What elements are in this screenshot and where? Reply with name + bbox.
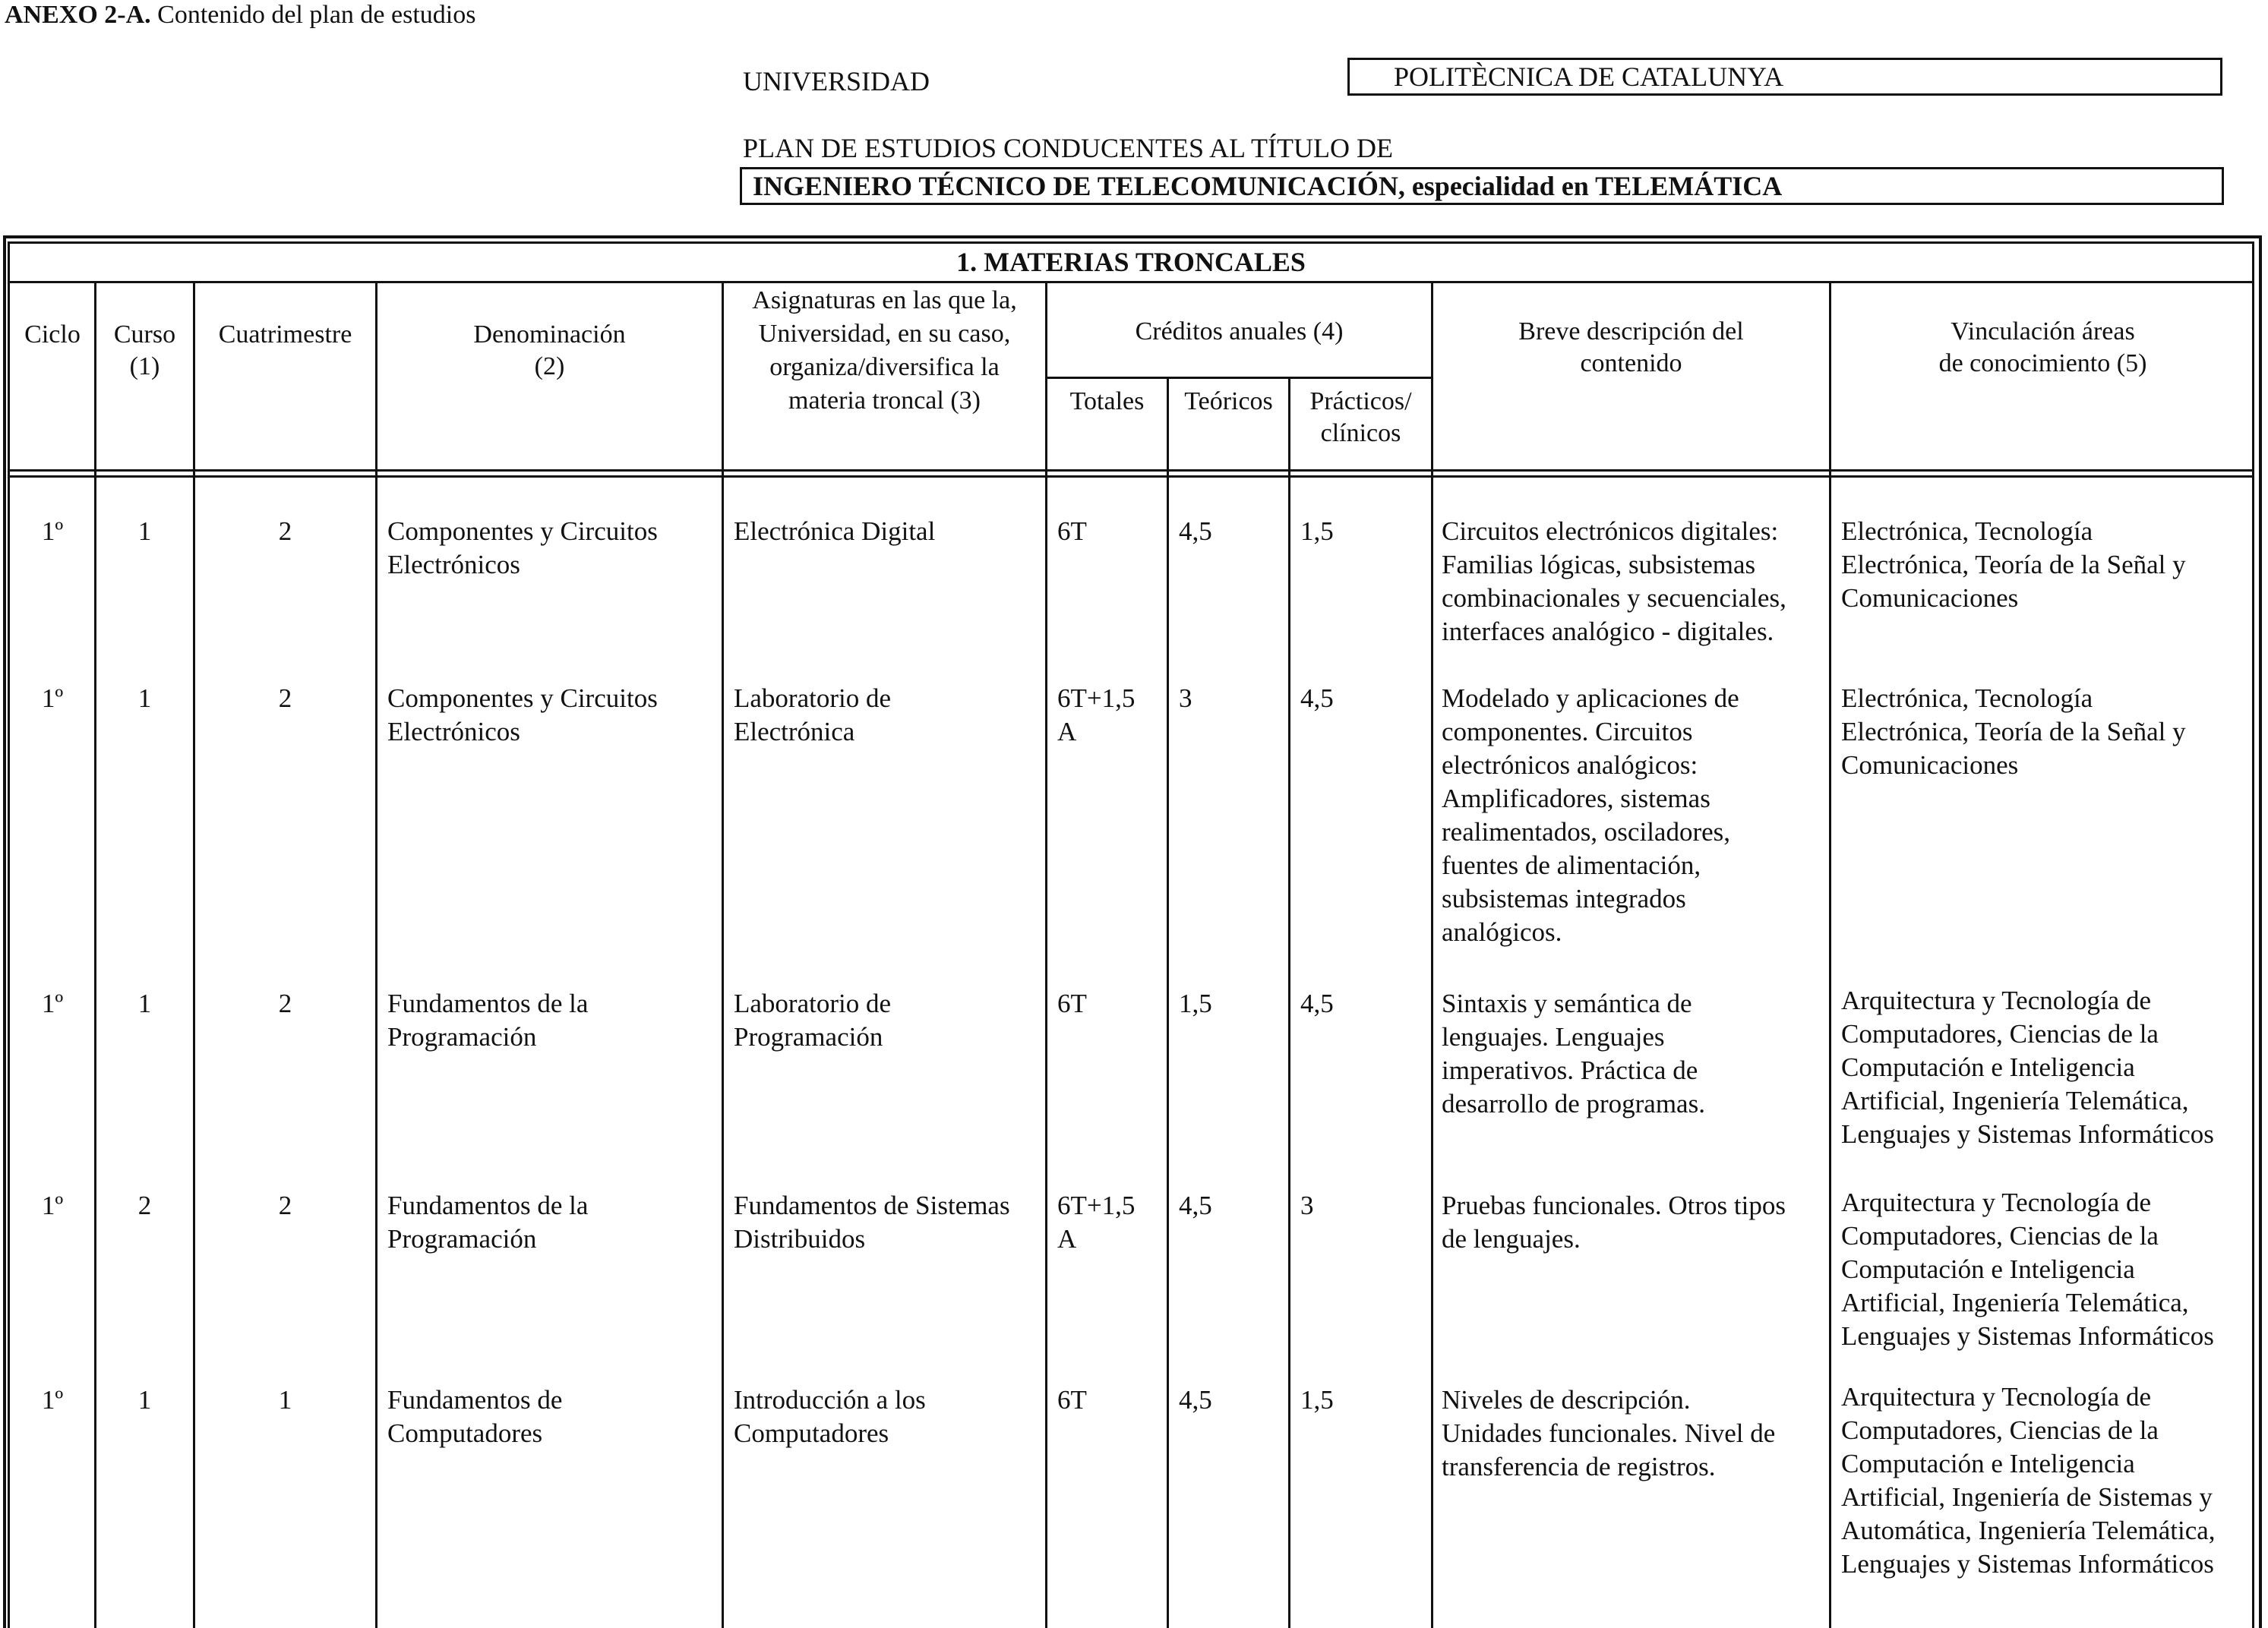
table-row-4-practicos: 3 <box>1300 1191 1314 1220</box>
col-divider-curso <box>94 281 96 1628</box>
table-row-5-vinculacion: Arquitectura y Tecnología de Computadores, Ciencias de la Computación e Inteligencia Artificial, Ingeniería de Sistemas y Automática, Ingeniería Telemática, Lenguajes y Sistemas Informáticos <box>1841 1382 2216 1579</box>
col-divider-teoricos <box>1167 377 1169 1628</box>
table-row-3-ciclo: 1º <box>41 989 64 1018</box>
table-row-4-denominacion: Fundamentos de la Programación <box>387 1191 589 1254</box>
col-divider-asignaturas <box>722 281 724 1628</box>
table-row-5-asignatura: Introducción a los Computadores <box>734 1385 926 1448</box>
header-denominacion: Denominación (2) <box>473 320 626 380</box>
table-row-4-cuatrimestre: 2 <box>278 1191 292 1220</box>
table-row-1-practicos: 1,5 <box>1300 516 1334 546</box>
col-divider-practicos <box>1288 377 1290 1628</box>
header-bottom-divider <box>8 469 2254 472</box>
table-row-2-practicos: 4,5 <box>1300 683 1334 713</box>
table-row-5-totales: 6T <box>1057 1385 1087 1415</box>
annex-heading <box>5 0 475 30</box>
annex-label: ANEXO 2-A. <box>5 1 151 29</box>
table-row-1-ciclo: 1º <box>41 516 64 546</box>
header-descripcion: Breve descripción del contenido <box>1518 317 1744 377</box>
table-row-5-denominacion: Fundamentos de Computadores <box>387 1385 563 1448</box>
table-row-4-asignatura: Fundamentos de Sistemas Distribuidos <box>734 1191 1010 1254</box>
table-row-1-descripcion: Circuitos electrónicos digitales: Familias lógicas, subsistemas combinacionales y secuenciales, interfaces analógico - digitales. <box>1442 516 1786 646</box>
table-row-3-descripcion: Sintaxis y semántica de lenguajes. Lenguajes imperativos. Práctica de desarrollo de programas. <box>1442 989 1705 1118</box>
table-row-4-totales: 6T+1,5 A <box>1057 1191 1136 1254</box>
table-row-1-totales: 6T <box>1057 516 1087 546</box>
table-row-4-vinculacion: Arquitectura y Tecnología de Computadores, Ciencias de la Computación e Inteligencia Artificial, Ingeniería Telemática, Lenguajes y Sistemas Informáticos <box>1841 1188 2214 1351</box>
table-row-4-descripcion: Pruebas funcionales. Otros tipos de lenguajes. <box>1442 1191 1786 1254</box>
table-row-3-totales: 6T <box>1057 989 1087 1018</box>
table-row-2-totales: 6T+1,5 A <box>1057 683 1136 746</box>
plan-label: PLAN DE ESTUDIOS CONDUCENTES AL TÍTULO DE <box>743 133 1393 163</box>
col-divider-vinculacion <box>1829 281 1831 1628</box>
annex-description: Contenido del plan de estudios <box>157 1 476 29</box>
table-row-3-asignatura: Laboratorio de Programación <box>734 989 891 1052</box>
table-row-5-descripcion: Niveles de descripción. Unidades funcionales. Nivel de transferencia de registros. <box>1442 1385 1776 1481</box>
table-row-2-vinculacion: Electrónica, Tecnología Electrónica, Teoría de la Señal y Comunicaciones <box>1841 683 2186 780</box>
table-row-2-descripcion: Modelado y aplicaciones de componentes. Circuitos electrónicos analógicos: Amplificadores, sistemas realimentados, osciladores, fuentes de alimentación, subsistemas integrados analógicos. <box>1442 683 1739 947</box>
table-row-4-curso: 2 <box>137 1191 152 1220</box>
table-row-2-cuatrimestre: 2 <box>278 683 292 713</box>
table-row-1-denominacion: Componentes y Circuitos Electrónicos <box>387 516 658 579</box>
table-row-1-cuatrimestre: 2 <box>278 516 292 546</box>
table-row-5-ciclo: 1º <box>41 1385 64 1415</box>
header-creditos: Créditos anuales (4) <box>1135 317 1344 345</box>
header-teoricos: Teóricos <box>1184 387 1273 415</box>
header-bottom-divider-2 <box>8 475 2254 478</box>
table-row-4-ciclo: 1º <box>41 1191 64 1220</box>
table-row-3-cuatrimestre: 2 <box>278 989 292 1018</box>
table-row-2-curso: 1 <box>137 683 152 713</box>
degree-title-box: INGENIERO TÉCNICO DE TELECOMUNICACIÓN, especialidad en TELEMÁTICA <box>740 167 2224 205</box>
col-divider-cuatrimestre <box>193 281 195 1628</box>
table-row-2-asignatura: Laboratorio de Electrónica <box>734 683 891 746</box>
table-row-1-teoricos: 4,5 <box>1179 516 1212 546</box>
header-vinculacion: Vinculación áreas de conocimiento (5) <box>1938 317 2147 377</box>
university-name-box: POLITÈCNICA DE CATALUNYA <box>1347 58 2222 96</box>
table-row-3-vinculacion: Arquitectura y Tecnología de Computadores, Ciencias de la Computación e Inteligencia Artificial, Ingeniería Telemática, Lenguajes y Sistemas Informáticos <box>1841 986 2214 1149</box>
col-divider-denominacion <box>375 281 377 1628</box>
table-row-5-cuatrimestre: 1 <box>278 1385 292 1415</box>
table-row-3-denominacion: Fundamentos de la Programación <box>387 989 589 1052</box>
table-row-4-teoricos: 4,5 <box>1179 1191 1212 1220</box>
table-row-1-asignatura: Electrónica Digital <box>734 516 936 546</box>
table-row-1-vinculacion: Electrónica, Tecnología Electrónica, Teoría de la Señal y Comunicaciones <box>1841 516 2186 613</box>
table-row-3-practicos: 4,5 <box>1300 989 1334 1018</box>
header-curso: Curso (1) <box>113 320 176 380</box>
table-row-5-practicos: 1,5 <box>1300 1385 1334 1415</box>
table-row-1-curso: 1 <box>137 516 152 546</box>
col-divider-descripcion <box>1431 281 1433 1628</box>
header-ciclo: Ciclo <box>24 320 81 349</box>
section-title: 1. MATERIAS TRONCALES <box>956 247 1306 277</box>
table-row-2-denominacion: Componentes y Circuitos Electrónicos <box>387 683 658 746</box>
col-divider-totales <box>1045 281 1047 1628</box>
table-row-2-teoricos: 3 <box>1179 683 1192 713</box>
header-practicos: Prácticos/ clínicos <box>1309 387 1412 447</box>
table-row-3-teoricos: 1,5 <box>1179 989 1212 1018</box>
header-asignaturas: Asignaturas en las que la, Universidad, en su caso, organiza/diversifica la materia troncal (3) <box>752 286 1017 415</box>
header-cuatrimestre: Cuatrimestre <box>218 320 352 349</box>
table-row-3-curso: 1 <box>137 989 152 1018</box>
credits-subheader-divider <box>1045 377 1431 379</box>
section-title-divider <box>8 281 2254 283</box>
table-row-5-teoricos: 4,5 <box>1179 1385 1212 1415</box>
table-row-5-curso: 1 <box>137 1385 152 1415</box>
university-label: UNIVERSIDAD <box>743 66 930 96</box>
header-totales: Totales <box>1069 387 1145 415</box>
table-row-2-ciclo: 1º <box>41 683 64 713</box>
